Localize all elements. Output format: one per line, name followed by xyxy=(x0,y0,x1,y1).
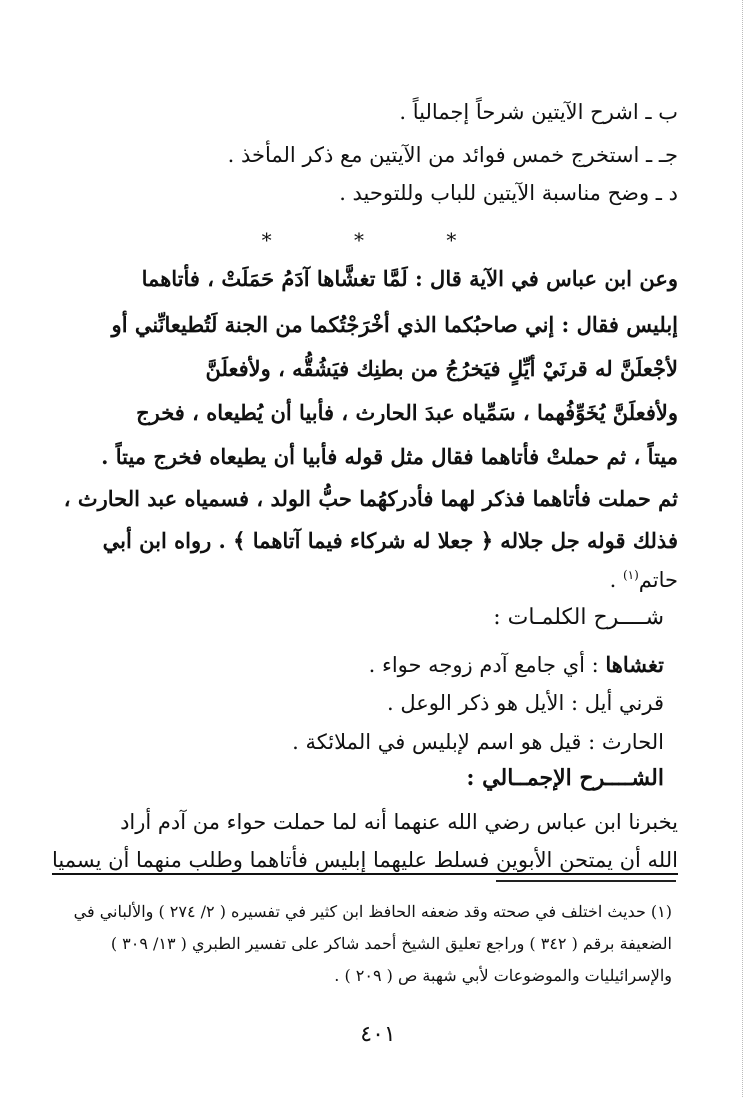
vocab-definition: : الأيل هو ذكر الوعل . xyxy=(387,691,585,715)
hadith-end-punctuation: . xyxy=(609,568,623,592)
page-edge-dotted-line xyxy=(742,0,743,1097)
question-b: ب ـ اشرح الآيتين شرحاً إجمالياً . xyxy=(399,100,678,124)
hadith-source-text: حاتم xyxy=(638,568,678,592)
hadith-line-2: إبليس فقال : إني صاحبُكما الذي أخْرَجْتُكما من الجنة لَتُطيعانِّني أو xyxy=(111,312,678,337)
section-separator: * * * xyxy=(261,228,495,252)
page-number: ٤٠١ xyxy=(360,1022,396,1047)
hadith-line-1: وعن ابن عباس في الآية قال : لَمَّا تغشَّاها آدَمُ حَمَلَتْ ، فأتاهما xyxy=(141,266,678,291)
summary-heading: الشــــرح الإجمــالي : xyxy=(466,765,664,791)
footnote-line-2: الضعيفة برقم ( ٣٤٢ ) وراجع تعليق الشيخ أحمد شاكر على تفسير الطبري ( ١٣/ ٣٠٩ ) xyxy=(110,934,672,953)
question-d: د ـ وضح مناسبة الآيتين للباب وللتوحيد . xyxy=(339,181,678,205)
hadith-line-6: ثم حملت فأتاهما فذكر لهما فأدركهُما حبُّ الولد ، فسمياه عبد الحارث ، xyxy=(63,486,678,511)
vocab-term: تغشاها xyxy=(605,652,664,677)
vocab-definition: : أي جامع آدم زوجه حواء . xyxy=(368,653,606,677)
footnote-marker: (١) xyxy=(622,568,639,582)
question-c: جـ ـ استخرج خمس فوائد من الآيتين مع ذكر المأخذ . xyxy=(227,143,678,167)
hadith-line-3: لأجْعلَنَّ له قرنَيْ أيِّلٍ فيَخرُجُ من بطنِك فيَشُقُّه ، ولأفعلَنَّ xyxy=(205,356,678,381)
hadith-line-5: ميتاً ، ثم حملتْ فأتاهما فقال مثل قوله فأبيا أن يطيعاه فخرج ميتاً . xyxy=(101,444,678,469)
vocab-definition: : قيل هو اسم لإبليس في الملائكة . xyxy=(292,730,602,754)
footnote-line-1: (١) حديث اختلف في صحته وقد ضعفه الحافظ ابن كثير في تفسيره ( ٢/ ٢٧٤ ) والألباني في xyxy=(73,902,672,921)
vocab-item-3 xyxy=(292,730,664,754)
summary-line-1: يخبرنا ابن عباس رضي الله عنهما أنه لما حملت حواء من آدم أراد xyxy=(120,810,678,834)
hadith-line-4: ولأفعلَنَّ يُخَوِّفُهما ، سَمِّياه عبدَ الحارث ، فأبيا أن يُطيعاه ، فخرج xyxy=(136,400,678,425)
vocab-term: الحارث xyxy=(601,730,664,754)
vocab-term: قرني أيل xyxy=(584,691,664,715)
vocab-item-2 xyxy=(387,691,664,715)
footnote-line-3: والإسرائيليات والموضوعات لأبي شهبة ص ( ٢٠٩ ) . xyxy=(334,966,672,985)
summary-line-2: الله أن يمتحن الأبوين فسلط عليهما إبليس فأتاهما وطلب منهما أن يسميا xyxy=(51,848,678,872)
hadith-line-8 xyxy=(610,568,678,592)
vocab-item-1 xyxy=(369,652,664,677)
footnote-separator xyxy=(496,880,676,882)
vocab-heading: شــــرح الكلمـات : xyxy=(493,605,664,630)
hadith-line-7: فذلك قوله جل جلاله ﴿ جعلا له شركاء فيما آتاهما ﴾ . رواه ابن أبي xyxy=(102,528,678,553)
